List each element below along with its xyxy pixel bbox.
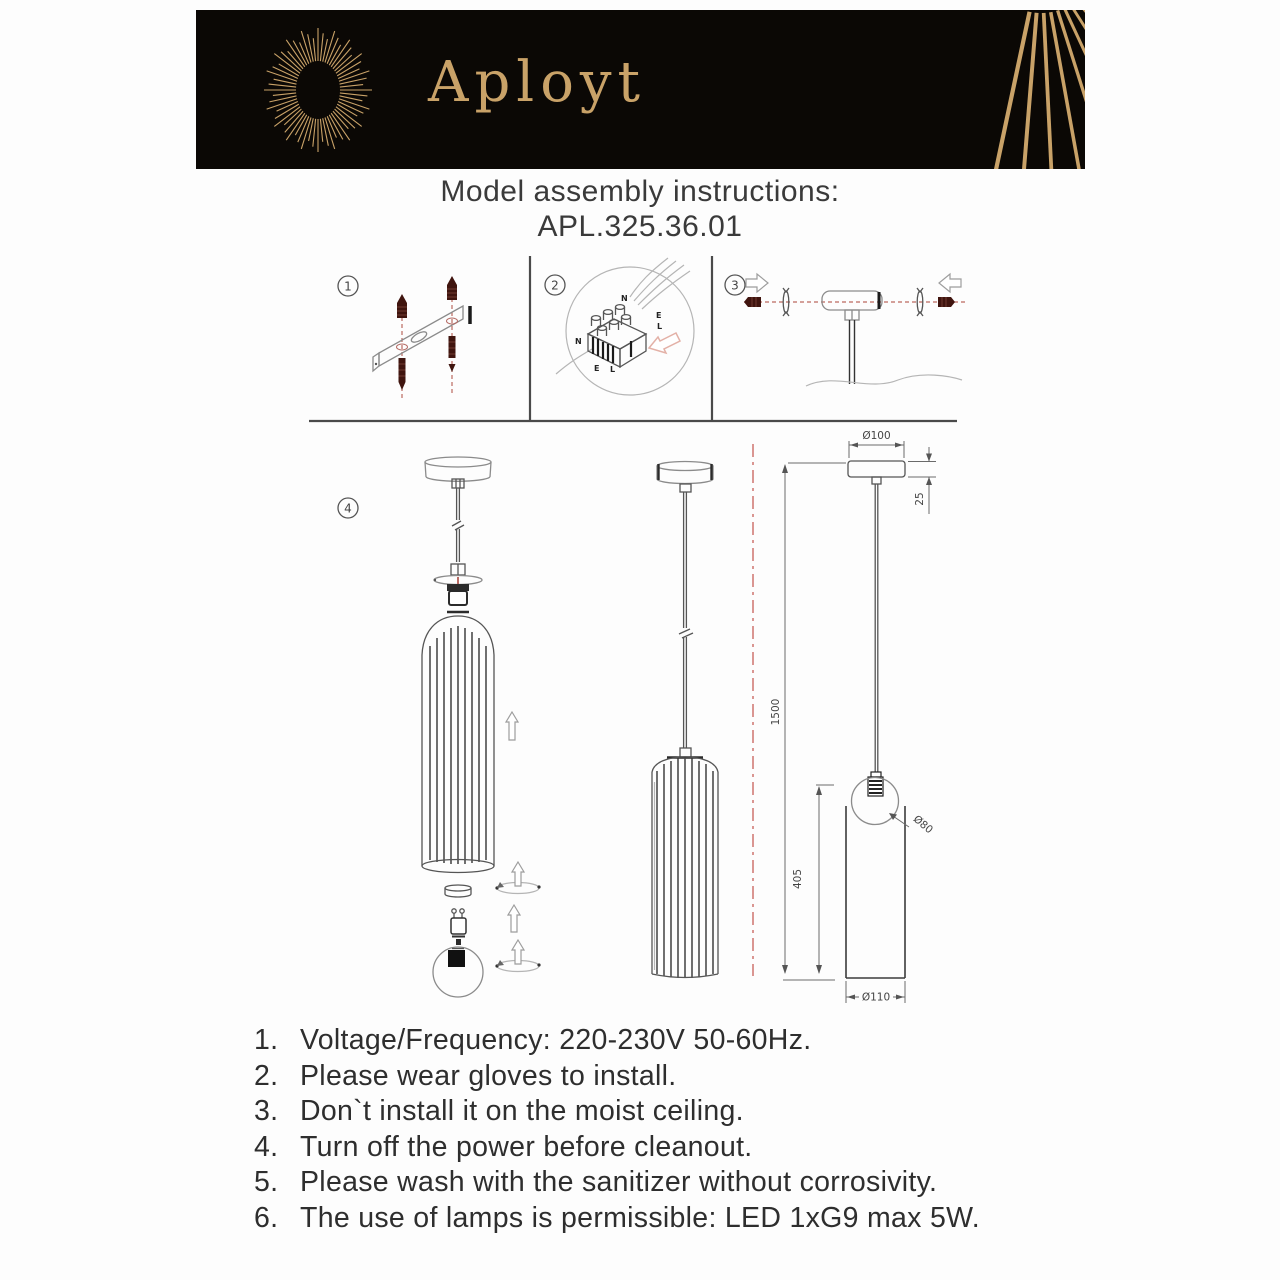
- wire-label-n: N: [621, 294, 628, 303]
- step1-panel: [338, 276, 470, 398]
- dim-label-canopy-diameter: Ø100: [862, 430, 891, 442]
- terminal-label-l: L: [610, 365, 616, 374]
- step3-number: 3: [731, 278, 739, 293]
- dim-405: [792, 785, 834, 974]
- wire-slots: [593, 337, 631, 363]
- dim-label-shade-diameter: Ø110: [861, 991, 891, 1004]
- dim-label-canopy-height: 25: [914, 492, 926, 506]
- item-text: The use of lamps is permissible: LED 1xG9 max 5W.: [300, 1201, 980, 1234]
- assembled-canopy: [657, 462, 713, 493]
- brand-logo-text: Aployt: [428, 50, 647, 115]
- step2-panel: [545, 258, 694, 395]
- push-arrow-left: [746, 274, 768, 292]
- dim-shade: [846, 806, 905, 978]
- terminal-block: [588, 305, 646, 367]
- list-item: [254, 1130, 1094, 1166]
- item-text: Voltage/Frequency: 220-230V 50-60Hz.: [300, 1024, 812, 1056]
- retaining-ring: [445, 885, 471, 897]
- list-item: [254, 1201, 1094, 1237]
- item-text: Please wash with the sanitizer without corrosivity.: [300, 1166, 938, 1198]
- assembled-lamp-drawing: [652, 462, 718, 979]
- exploded-canopy: [425, 457, 491, 488]
- list-item: [254, 1165, 1094, 1201]
- dim-80: [889, 813, 935, 836]
- assembled-cord: [679, 492, 693, 757]
- item-text: Don`t install it on the moist ceiling.: [300, 1095, 744, 1127]
- item-text: Turn off the power before cleanout.: [300, 1130, 753, 1163]
- step1-number: 1: [344, 279, 352, 294]
- ceiling-surface-line: [806, 375, 962, 386]
- glass-ball-diffuser: [433, 947, 483, 997]
- step4-exploded-view: [338, 457, 541, 997]
- dim-socket: [868, 772, 883, 796]
- dim-25: [908, 447, 936, 514]
- wire-label-l: L: [657, 322, 663, 331]
- step4-number: 4: [344, 501, 352, 516]
- dim-canopy: [848, 461, 905, 772]
- lift-arrow-bulb: [508, 905, 520, 932]
- dim-100: [849, 430, 904, 458]
- push-arrow-right: [939, 274, 961, 292]
- list-item: [254, 1023, 1094, 1059]
- title-line1: Model assembly instructions:: [440, 175, 840, 208]
- dim-label-ball-diameter: Ø80: [910, 813, 936, 837]
- lift-arrow-shade: [506, 712, 518, 740]
- g9-led-bulb: [451, 909, 466, 945]
- item-number: 3.: [254, 1095, 279, 1127]
- item-number: 6.: [254, 1201, 279, 1234]
- magnifier-circle: [566, 267, 694, 395]
- exploded-ribbed-shade: [422, 612, 494, 873]
- exploded-cord: [451, 488, 465, 575]
- twist-lift-arrow-ring: [495, 862, 540, 894]
- dim-110: [846, 981, 905, 1004]
- title-line2-model-code: APL.325.36.01: [537, 210, 743, 243]
- exploded-socket-assembly: [434, 576, 482, 606]
- canopy-side-view: [822, 291, 882, 384]
- dim-label-shade-height: 405: [792, 868, 804, 890]
- list-item: [254, 1094, 1094, 1130]
- terminal-label-n: N: [575, 337, 582, 346]
- supply-wires: [556, 258, 690, 374]
- wire-label-e: E: [656, 311, 662, 320]
- instruction-list: [254, 1023, 1094, 1236]
- terminal-label-e: E: [594, 364, 600, 373]
- item-number: 1.: [254, 1024, 279, 1056]
- terminal-pins: [592, 305, 631, 336]
- dim-label-total-height: 1500: [770, 698, 782, 726]
- insert-direction-arrow: [649, 333, 680, 353]
- item-number: 2.: [254, 1059, 279, 1092]
- item-text: Please wear gloves to install.: [300, 1059, 677, 1092]
- assembled-shade: [652, 757, 718, 978]
- list-item: [254, 1059, 1094, 1095]
- item-number: 5.: [254, 1166, 279, 1198]
- dim-1500: [770, 463, 846, 980]
- step3-panel: [725, 274, 968, 386]
- dimension-drawing: [753, 430, 936, 1004]
- item-number: 4.: [254, 1130, 279, 1163]
- twist-lift-arrow-ball: [495, 940, 540, 972]
- screw-anchor-right: [447, 276, 458, 372]
- step2-number: 2: [551, 278, 559, 293]
